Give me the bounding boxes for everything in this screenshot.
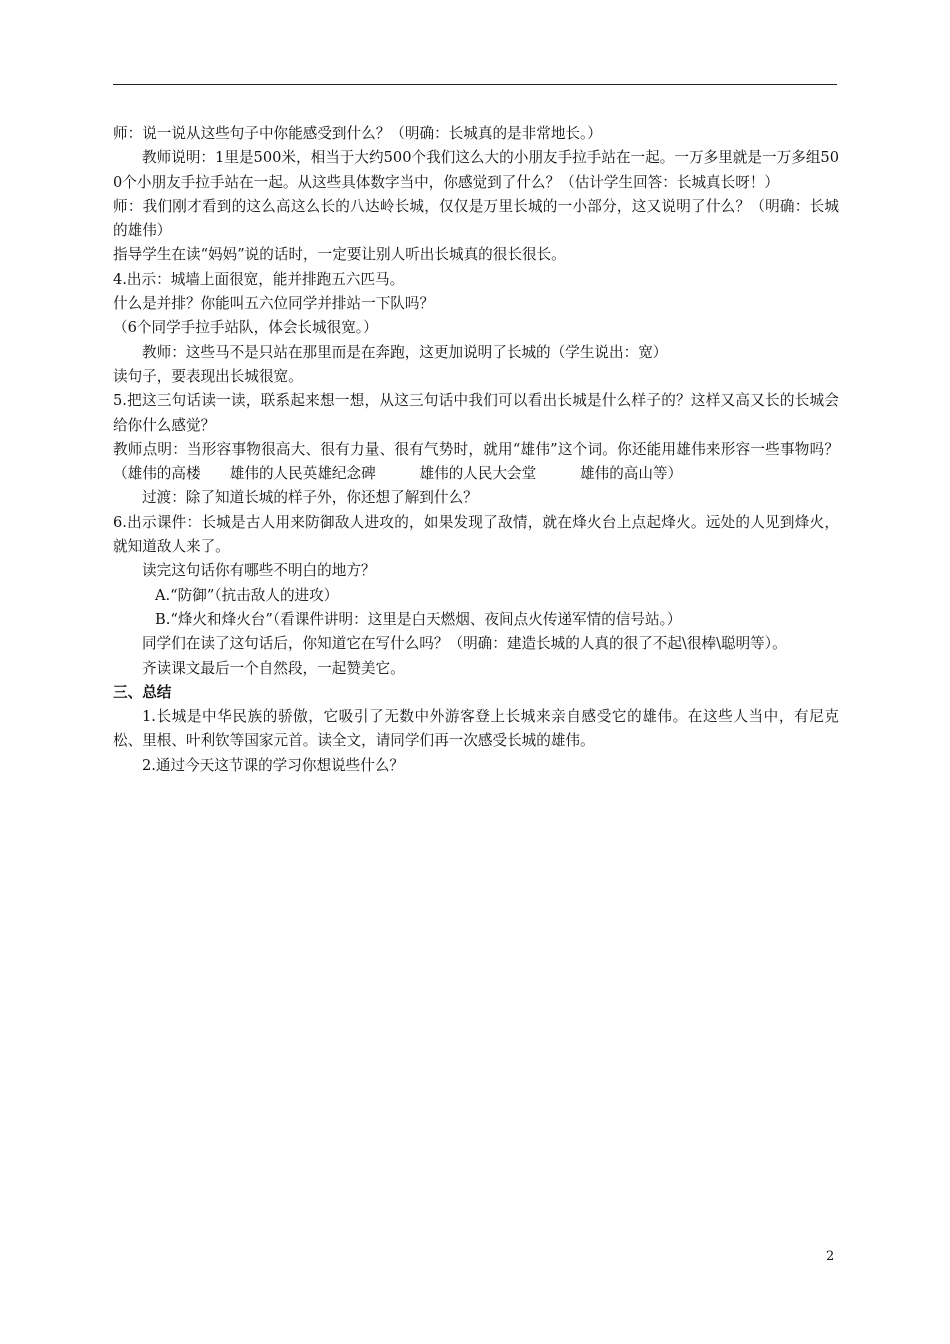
document-body (113, 122, 839, 778)
paragraph-3: 师：我们刚才看到的这么高这么长的八达岭长城，仅仅是万里长城的一小部分，这又说明了什么？（明确：长城的雄伟） (113, 197, 839, 240)
paragraph-2: 教师说明：1里是500米，相当于大约500个我们这么大的小朋友手拉手站在一起。一万多里就是一万多组500个小朋友手拉手站在一起。从这些具体数字当中，你感觉到了什么？（估计学生回答：长城真长呀！） (113, 149, 839, 191)
paragraph-4: 指导学生在读“妈妈”说的话时，一定要让别人听出长城真的很长很长。 (113, 246, 566, 264)
paragraph-11: 教师点明：当形容事物很高大、很有力量、很有气势时，就用“雄伟”这个词。你还能用雄伟来形容一些事物吗？（雄伟的高楼 雄伟的人民英雄纪念碑 雄伟的人民大会堂 雄伟的高山等） (113, 440, 839, 483)
paragraph-1: 师：说一说从这些句子中你能感受到什么？（明确：长城真的是非常地长。） (113, 125, 602, 142)
paragraph-6: 什么是并排？你能叫五六位同学并排站一下队吗？ (113, 295, 435, 313)
header-rule (113, 84, 837, 85)
paragraph-18: 齐读课文最后一个自然段，一起赞美它。 (142, 659, 405, 677)
paragraph-20: 1.长城是中华民族的骄傲，它吸引了无数中外游客登上长城来亲自感受它的雄伟。在这些人当中，有尼克松、里根、叶利钦等国家元首。读全文，请同学们再一次感受长城的雄伟。 (113, 708, 839, 750)
paragraph-14: 读完这句话你有哪些不明白的地方？ (142, 562, 376, 580)
paragraph-10: 5.把这三句话读一读，联系起来想一想，从这三句话中我们可以看出长城是什么样子的？这样又高又长的长城会给你什么感觉？ (113, 392, 839, 434)
paragraph-17: 同学们在读了这句话后，你知道它在写什么吗？（明确：建造长城的人真的很了不起\很棒\聪明等）。 (142, 635, 787, 653)
paragraph-21: 2.通过今天这节课的学习你想说些什么？ (142, 756, 405, 774)
paragraph-13: 6.出示课件：长城是古人用来防御敌人进攻的，如果发现了敌情，就在烽火台上点起烽火。远处的人见到烽火，就知道敌人来了。 (113, 513, 839, 556)
section-heading: 三、总结 (113, 683, 172, 701)
page-number: 2 (826, 1249, 835, 1264)
paragraph-5: 4.出示：城墙上面很宽，能并排跑五六匹马。 (113, 270, 405, 288)
paragraph-16: B.“烽火和烽火台”（看课件讲明：这里是白天燃烟、夜间点火传递军情的信号站。） (155, 610, 682, 628)
paragraph-8: 教师：这些马不是只站在那里而是在奔跑，这更加说明了长城的（学生说出：宽） (142, 343, 668, 361)
paragraph-12: 过渡：除了知道长城的样子外，你还想了解到什么？ (142, 489, 478, 507)
paragraph-15: A.“防御”（抗击敌人的进攻） (155, 586, 339, 604)
paragraph-7: （6个同学手拉手站队，体会长城很宽。） (113, 319, 378, 337)
paragraph-9: 读句子，要表现出长城很宽。 (113, 367, 303, 385)
